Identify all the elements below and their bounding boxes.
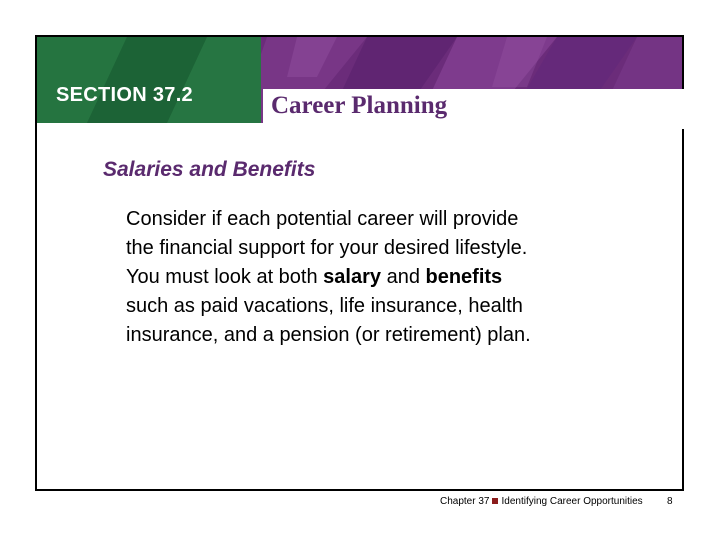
paragraph-text: the financial support for your desired lifestyle. xyxy=(126,237,528,259)
slide xyxy=(35,35,684,507)
paragraph-line xyxy=(126,263,646,292)
paragraph-text: insurance, and a pension (or retirement) plan. xyxy=(126,324,531,346)
paragraph-text: You must look at both xyxy=(126,266,324,288)
section-label: SECTION 37.2 xyxy=(56,84,193,106)
paragraph-text: such as paid vacations, life insurance, health xyxy=(126,295,523,317)
section-box-texture xyxy=(37,37,261,123)
page-number: 8 xyxy=(667,496,673,507)
paragraph-line xyxy=(126,234,646,263)
section-box xyxy=(37,37,261,123)
bold-term: benefits xyxy=(425,266,503,288)
slide-title: Career Planning xyxy=(271,92,448,119)
paragraph-line xyxy=(126,205,646,234)
paragraph-text: Consider if each potential career will provide xyxy=(126,208,519,230)
paragraph-text: and xyxy=(381,266,426,288)
square-bullet-icon xyxy=(492,498,498,504)
paragraph-line xyxy=(126,292,646,321)
subheading: Salaries and Benefits xyxy=(103,158,316,181)
paragraph-line xyxy=(126,321,646,350)
footer xyxy=(440,496,643,508)
footer-chapter-title: Identifying Career Opportunities xyxy=(501,496,643,507)
footer-chapter: Chapter 37 xyxy=(440,496,490,507)
bold-term: salary xyxy=(323,266,382,288)
body-paragraph xyxy=(126,205,646,350)
